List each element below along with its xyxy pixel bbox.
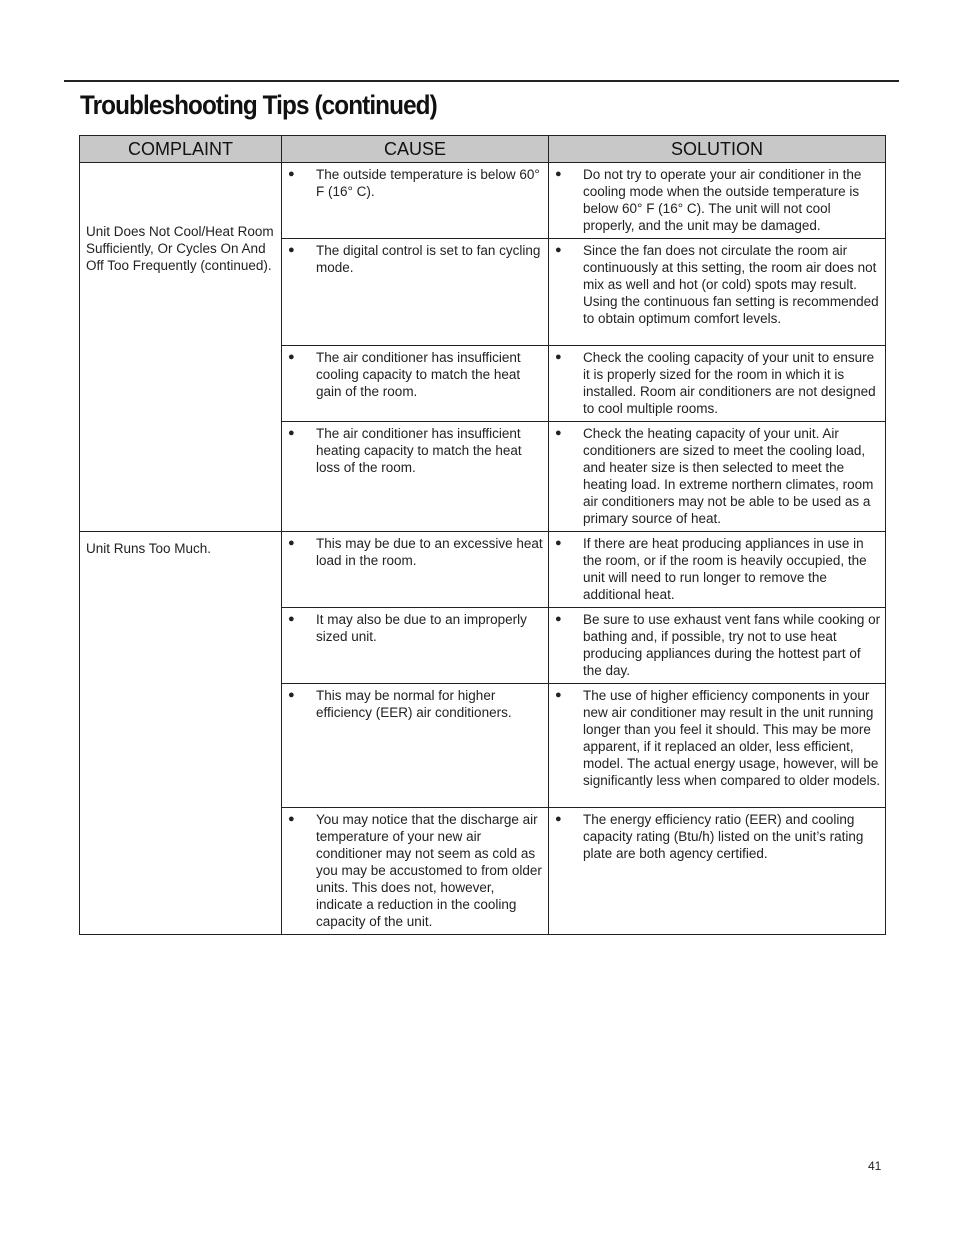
bullet-icon: ● [555, 613, 562, 625]
bullet-icon: ● [555, 537, 562, 549]
bullet-icon: ● [555, 244, 562, 256]
bullet-icon: ● [288, 689, 295, 701]
table-row [80, 163, 886, 239]
header-cause: CAUSE [282, 136, 549, 163]
cause-cell [282, 346, 549, 422]
cause-cell [282, 608, 549, 684]
bullet-icon: ● [288, 427, 295, 439]
cause-text: The air conditioner has insufficient cooling capacity to match the heat gain of the room. [316, 350, 521, 399]
cause-cell [282, 684, 549, 808]
header-complaint: COMPLAINT [80, 136, 282, 163]
solution-text: Do not try to operate your air conditioner in the cooling mode when the outside temperature is below 60° F (16° C). The unit will not cool properly, and the unit may be damaged. [583, 167, 862, 233]
cause-cell [282, 163, 549, 239]
solution-cell [549, 163, 886, 239]
solution-cell [549, 532, 886, 608]
table-row [80, 532, 886, 608]
solution-cell [549, 346, 886, 422]
solution-text: The use of higher efficiency components in your new air conditioner may result in the unit running longer than you feel it should. This may be more apparent, if it replaced an older, less efficient, model. The actual energy usage, however, will be significantly less when compared to older models. [583, 688, 881, 788]
solution-cell [549, 808, 886, 935]
solution-text: Check the cooling capacity of your unit to ensure it is properly sized for the room in which it is installed. Room air conditioners are not designed to cool multiple rooms. [583, 350, 876, 416]
solution-text: Be sure to use exhaust vent fans while cooking or bathing and, if possible, try not to use heat producing appliances during the hottest part of the day. [583, 612, 881, 678]
complaint-cell: Unit Does Not Cool/Heat Room Sufficiently, Or Cycles On And Off Too Frequently (continued). [80, 163, 282, 532]
solution-cell [549, 239, 886, 346]
solution-cell [549, 684, 886, 808]
solution-text: The energy efficiency ratio (EER) and cooling capacity rating (Btu/h) listed on the unit’s rating plate are both agency certified. [583, 812, 864, 861]
cause-cell [282, 422, 549, 532]
bullet-icon: ● [288, 613, 295, 625]
cause-text: The digital control is set to fan cycling mode. [316, 243, 541, 275]
cause-text: This may be due to an excessive heat load in the room. [316, 536, 543, 568]
cause-text: This may be normal for higher efficiency (EER) air conditioners. [316, 688, 512, 720]
bullet-icon: ● [555, 351, 562, 363]
bullet-icon: ● [555, 689, 562, 701]
cause-cell [282, 808, 549, 935]
page-number: 41 [868, 1159, 882, 1173]
header-solution: SOLUTION [549, 136, 886, 163]
bullet-icon: ● [555, 813, 562, 825]
solution-text: Since the fan does not circulate the room air continuously at this setting, the room air does not mix as well and hot (or cold) spots may result. Using the continuous fan setting is recommended to obtain optimum comfort levels. [583, 243, 879, 326]
top-rule [64, 80, 899, 82]
cause-text: The air conditioner has insufficient heating capacity to match the heat loss of the room. [316, 426, 522, 475]
bullet-icon: ● [288, 244, 295, 256]
cause-cell [282, 239, 549, 346]
cause-text: The outside temperature is below 60° F (16° C). [316, 167, 540, 199]
bullet-icon: ● [288, 168, 295, 180]
bullet-icon: ● [555, 168, 562, 180]
bullet-icon: ● [288, 537, 295, 549]
page-title: Troubleshooting Tips (continued) [80, 90, 437, 120]
solution-text: Check the heating capacity of your unit. Air conditioners are sized to meet the cooling load, and heater size is then selected to meet the heating load. In extreme northern climates, room air conditioners may not be able to be used as a primary source of heat. [583, 426, 874, 526]
header-row [80, 136, 886, 163]
cause-text: It may also be due to an improperly sized unit. [316, 612, 527, 644]
cause-cell [282, 532, 549, 608]
complaint-cell: Unit Runs Too Much. [80, 532, 282, 935]
solution-cell [549, 422, 886, 532]
bullet-icon: ● [288, 351, 295, 363]
cause-text: You may notice that the discharge air temperature of your new air conditioner may not seem as cold as you may be accustomed to from older units. This does not, however, indicate a reduction in the cooling capacity of the unit. [316, 812, 542, 929]
solution-text: If there are heat producing appliances in use in the room, or if the room is heavily occupied, the unit will need to run longer to remove the additional heat. [583, 536, 867, 602]
solution-cell [549, 608, 886, 684]
troubleshooting-table [79, 135, 886, 935]
bullet-icon: ● [288, 813, 295, 825]
bullet-icon: ● [555, 427, 562, 439]
